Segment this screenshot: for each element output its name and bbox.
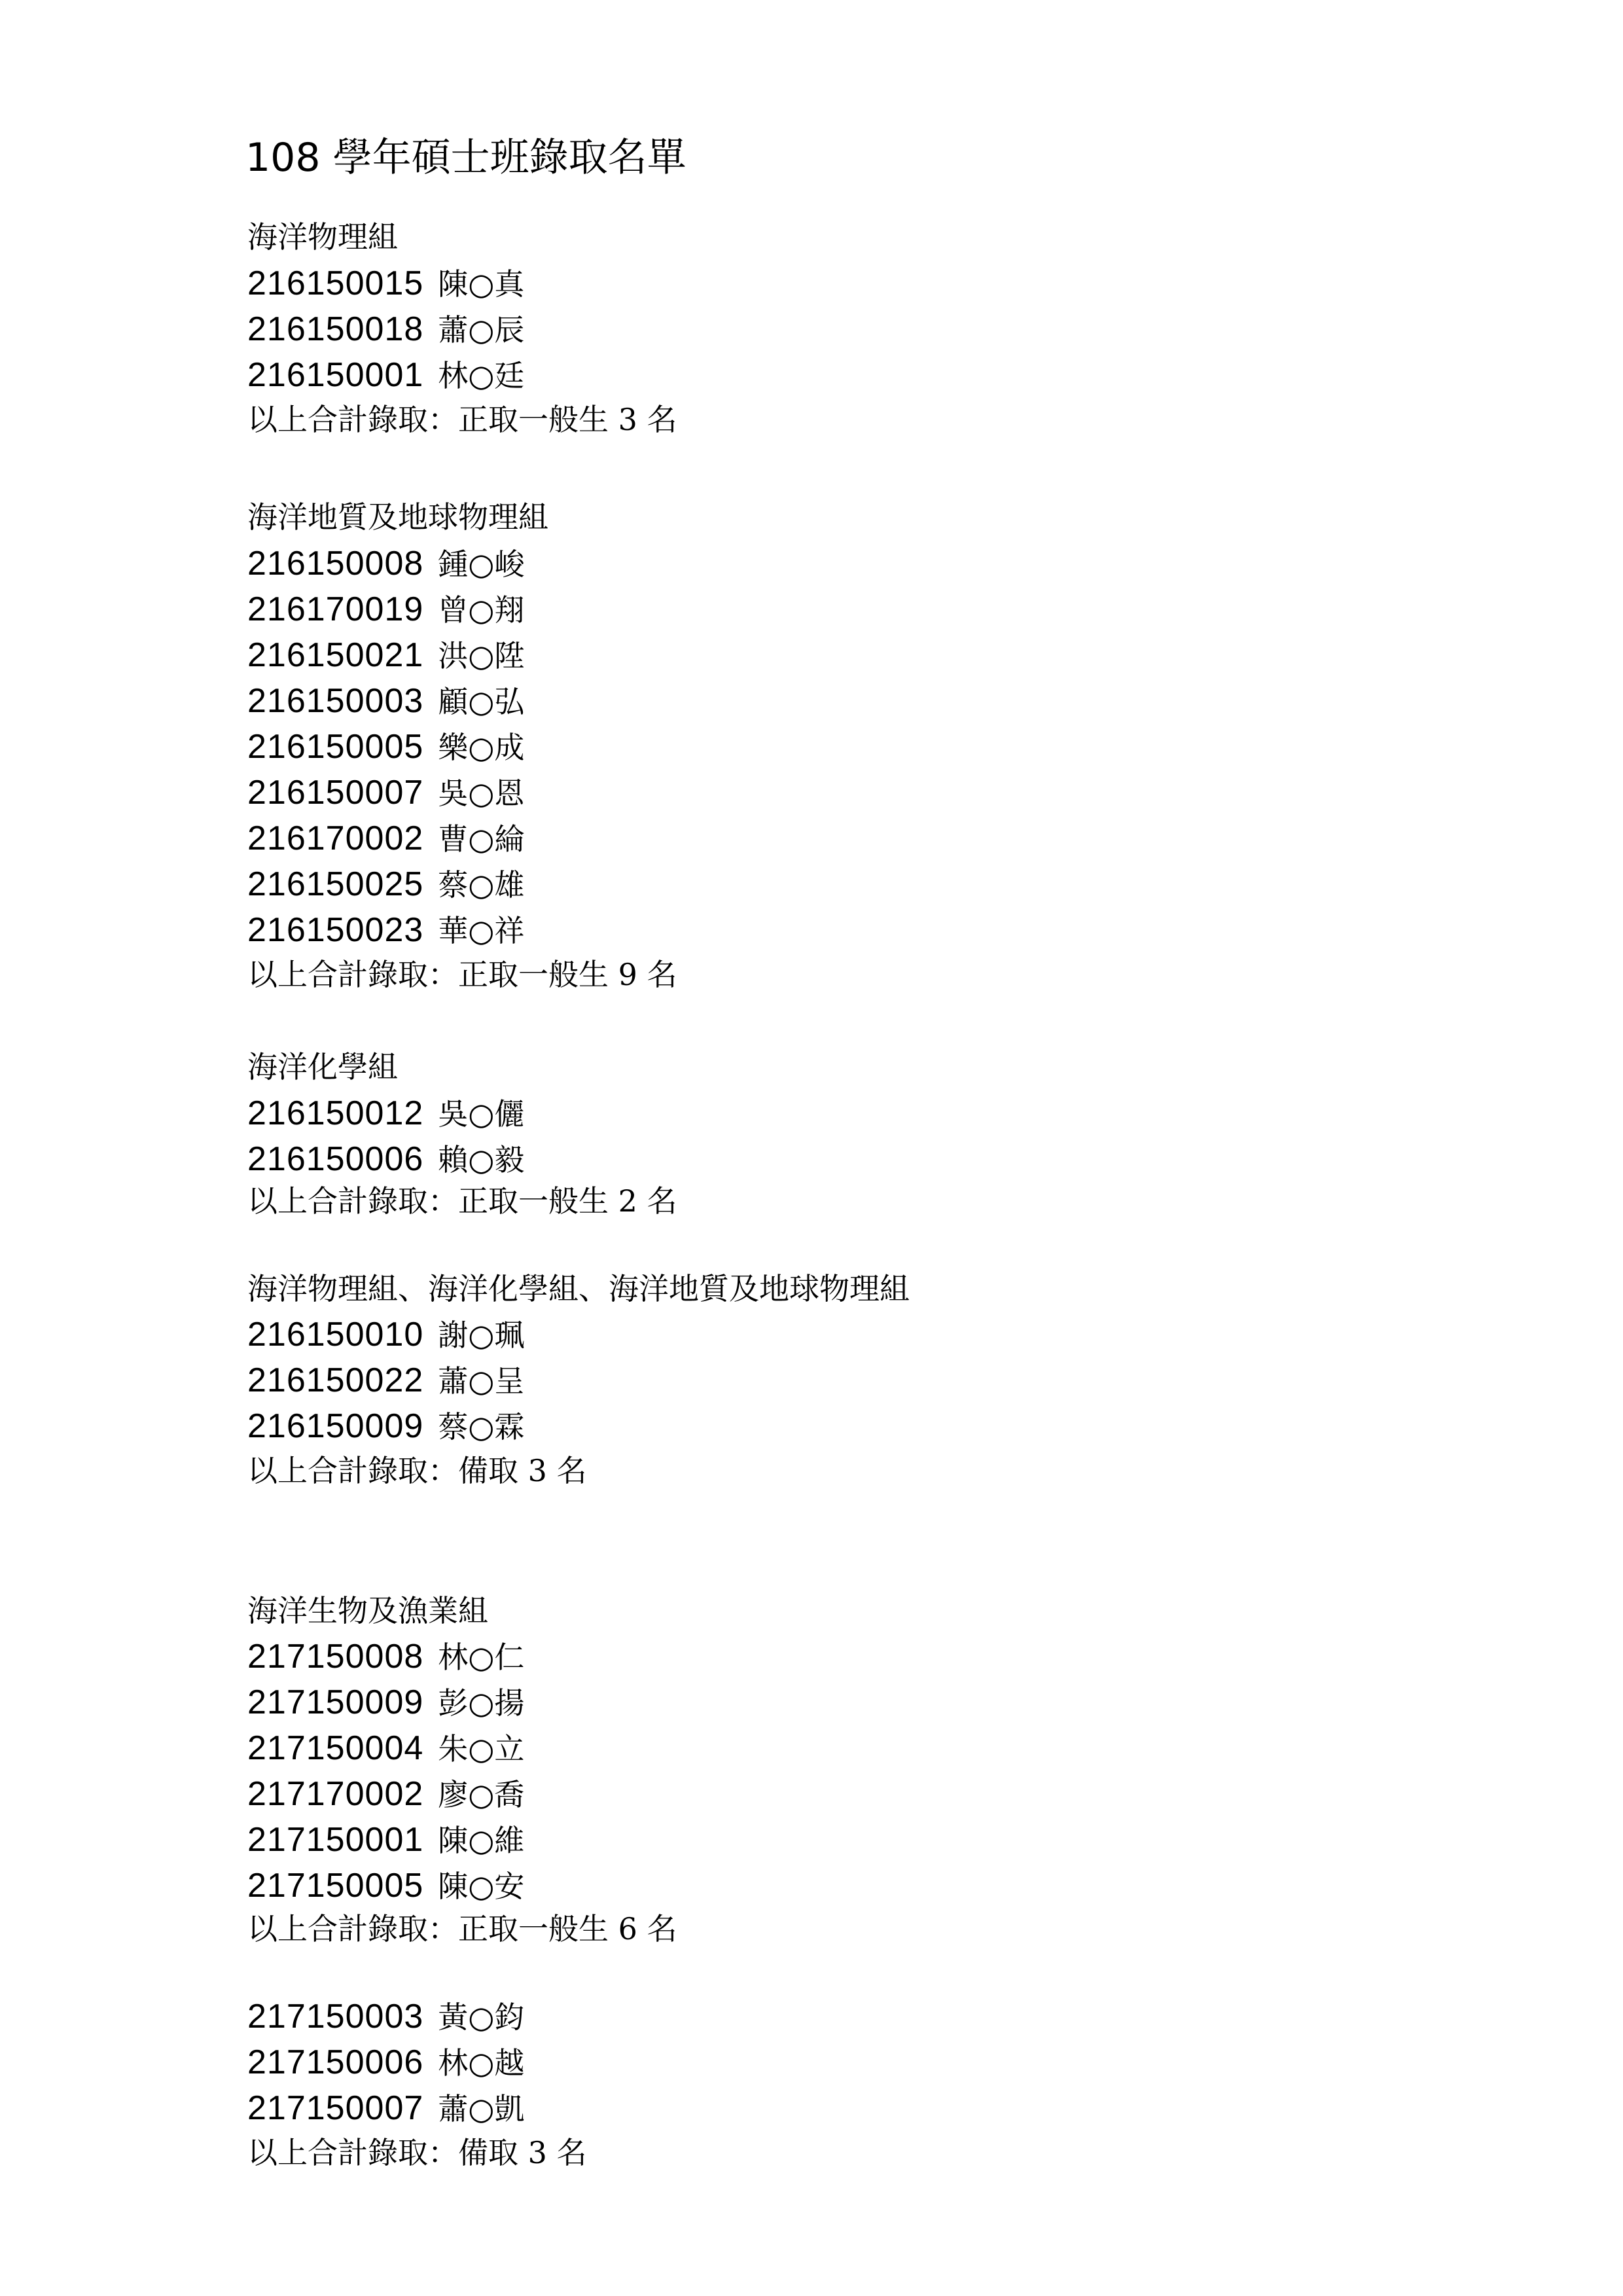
admission-id: 216170019 (247, 590, 424, 628)
admitted-name: 林○越 (438, 2045, 525, 2081)
list-item (247, 543, 524, 584)
admission-id: 216150018 (247, 310, 424, 348)
admission-id: 216150008 (247, 545, 424, 583)
admission-id: 216150022 (247, 1361, 424, 1399)
admitted-name: 陳○真 (438, 266, 525, 302)
admission-id: 217150004 (247, 1729, 424, 1767)
group-summary: 以上合計錄取：備取 3 名 (247, 1453, 587, 1488)
admitted-name: 蕭○辰 (438, 312, 525, 348)
admission-id: 216150025 (247, 865, 424, 903)
admitted-name: 吳○儷 (438, 1096, 525, 1132)
group-summary: 以上合計錄取：正取一般生 6 名 (247, 1911, 677, 1946)
list-item (247, 1314, 524, 1355)
admission-id: 217150009 (247, 1683, 424, 1721)
list-item (247, 1406, 524, 1446)
group-summary: 以上合計錄取：正取一般生 2 名 (247, 1183, 677, 1219)
admission-id: 216150005 (247, 728, 424, 766)
admission-id: 216170002 (247, 819, 424, 857)
list-item (247, 2042, 524, 2083)
admitted-name: 賴○毅 (438, 1142, 525, 1177)
list-item (247, 309, 524, 350)
group-header: 海洋地質及地球物理組 (247, 499, 548, 535)
list-item (247, 818, 524, 859)
list-item (247, 772, 524, 813)
admission-id: 216150021 (247, 636, 424, 674)
admission-id: 216150012 (247, 1094, 424, 1132)
admitted-name: 鍾○峻 (438, 547, 525, 582)
list-item (247, 1360, 524, 1401)
list-item (247, 910, 524, 950)
admission-id: 217150007 (247, 2089, 424, 2127)
list-item (247, 1774, 524, 1814)
list-item (247, 1996, 524, 2037)
admission-id: 216150010 (247, 1316, 424, 1354)
admitted-name: 廖○喬 (438, 1777, 525, 1812)
admitted-name: 洪○陞 (438, 638, 525, 673)
admitted-name: 陳○安 (438, 1869, 525, 1904)
group-summary: 以上合計錄取：備取 3 名 (247, 2135, 587, 2170)
group-header: 海洋物理組 (247, 219, 398, 255)
list-item (247, 1865, 524, 1906)
admitted-name: 曾○翔 (438, 592, 525, 628)
admission-id: 217150008 (247, 1638, 424, 1676)
page-title: 108 學年碩士班錄取名單 (245, 135, 687, 181)
admission-id: 217150006 (247, 2043, 424, 2081)
admission-id: 217150003 (247, 1998, 424, 2036)
admission-id: 216150001 (247, 356, 424, 394)
list-item (247, 1139, 524, 1179)
admitted-name: 陳○維 (438, 1823, 525, 1858)
admitted-name: 蕭○呈 (438, 1363, 525, 1399)
admitted-name: 謝○珮 (438, 1318, 525, 1353)
admitted-name: 彭○揚 (438, 1685, 525, 1721)
admission-id: 216150023 (247, 911, 424, 949)
group-summary: 以上合計錄取：正取一般生 9 名 (247, 957, 677, 992)
list-item (247, 1728, 524, 1768)
admitted-name: 顧○弘 (438, 684, 525, 719)
admission-id: 217150001 (247, 1821, 424, 1859)
admission-id: 216150003 (247, 682, 424, 720)
admitted-name: 黃○鈞 (438, 2000, 525, 2035)
list-item (247, 355, 524, 395)
admitted-name: 蕭○凱 (438, 2091, 525, 2126)
list-item (247, 864, 524, 905)
list-item (247, 1682, 524, 1723)
admission-id: 216150015 (247, 264, 424, 302)
admitted-name: 吳○恩 (438, 776, 525, 811)
admitted-name: 華○祥 (438, 913, 525, 948)
list-item (247, 1093, 524, 1134)
admitted-name: 林○仁 (438, 1640, 525, 1675)
admitted-name: 曹○綸 (438, 821, 525, 857)
admitted-name: 林○廷 (438, 358, 525, 393)
list-item (247, 1636, 524, 1677)
admitted-name: 樂○成 (438, 730, 525, 765)
list-item (247, 589, 524, 630)
list-item (247, 1820, 524, 1860)
admission-id: 216150006 (247, 1140, 424, 1178)
list-item (247, 2088, 524, 2128)
admitted-name: 蔡○雄 (438, 867, 525, 903)
group-summary: 以上合計錄取：正取一般生 3 名 (247, 402, 677, 437)
admitted-name: 蔡○霖 (438, 1409, 525, 1444)
admission-id: 217170002 (247, 1775, 424, 1813)
group-header: 海洋化學組 (247, 1049, 398, 1085)
group-header: 海洋物理組、海洋化學組、海洋地質及地球物理組 (247, 1271, 910, 1306)
list-item (247, 263, 524, 304)
admission-id: 216150007 (247, 774, 424, 812)
admission-id: 217150005 (247, 1867, 424, 1905)
list-item (247, 726, 524, 767)
admission-id: 216150009 (247, 1407, 424, 1445)
group-header: 海洋生物及漁業組 (247, 1593, 488, 1628)
list-item (247, 681, 524, 721)
list-item (247, 635, 524, 675)
admitted-name: 朱○立 (438, 1731, 525, 1767)
